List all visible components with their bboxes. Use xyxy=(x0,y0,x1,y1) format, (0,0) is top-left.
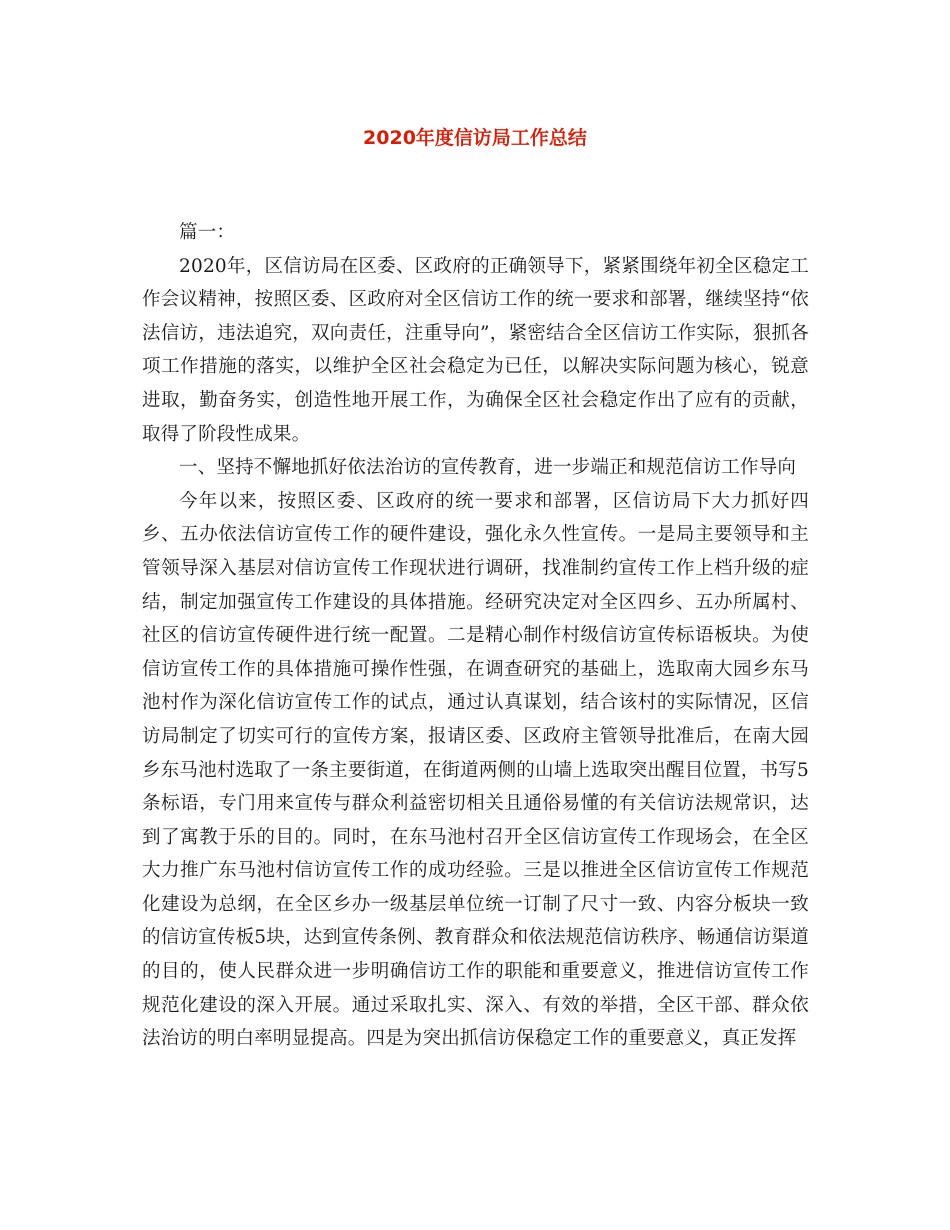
paragraph-section-label: 篇一： xyxy=(179,222,236,243)
paragraph-body: 今年以来，按照区委、区政府的统一要求和部署，区信访局下大力抓好四乡、五办依法信访宣传工作的硬件建设，强化永久性宣传。一是局主要领导和主管领导深入基层对信访宣传工作现状进行调研，找准制约宣传工作上档升级的症结，制定加强宣传工作建设的具体措施。经研究决定对全区四乡、五办所属村、社区的信访宣传硬件进行统一配置。二是精心制作村级信访宣传标语板块。为使信访宣传工作的具体措施可操作性强，在调查研究的基础上，选取南大园乡东马池村作为深化信访宣传工作的试点，通过认真谋划，结合该村的实际情况，区信访局制定了切实可行的宣传方案，报请区委、区政府主管领导批准后，在南大园乡东马池村选取了一条主要街道，在街道两侧的山墙上选取突出醒目位置，书写5条标语，专门用来宣传与群众利益密切相关且通俗易懂的有关信访法规常识，达到了寓教于乐的目的。同时，在东马池村召开全区信访宣传工作现场会，在全区大力推广东马池村信访宣传工作的成功经验。三是以推进全区信访宣传工作规范化建设为总纲，在全区乡办一级基层单位统一订制了尺寸一致、内容分板块一致的信访宣传板5块，达到宣传条例、教育群众和依法规范信访秩序、畅通信访渠道的目的，使人民群众进一步明确信访工作的职能和重要意义，推进信访宣传工作规范化建设的深入开展。通过采取扎实、深入、有效的举措，全区干部、群众依法治访的明白率明显提高。四是为突出抓信访保稳定工作的重要意义，真正发挥 xyxy=(142,490,809,1050)
document-body xyxy=(142,216,809,1056)
paragraph-heading-one: 一、坚持不懈地抓好依法治访的宣传教育，进一步端正和规范信访工作导向 xyxy=(179,457,797,479)
paragraph-intro: 2020年，区信访局在区委、区政府的正确领导下，紧紧围绕年初全区稳定工作会议精神，按照区委、区政府对全区信访工作的统一要求和部署，继续坚持“依法信访，违法追究，双向责任，注重导向”，紧密结合全区信访工作实际，狠抓各项工作措施的落实，以维护全区社会稳定为已任，以解决实际问题为核心，锐意进取，勤奋务实，创造性地开展工作，为确保全区社会稳定作出了应有的贡献，取得了阶段性成果。 xyxy=(142,255,809,445)
document-title: 2020年度信访局工作总结 xyxy=(363,127,587,149)
